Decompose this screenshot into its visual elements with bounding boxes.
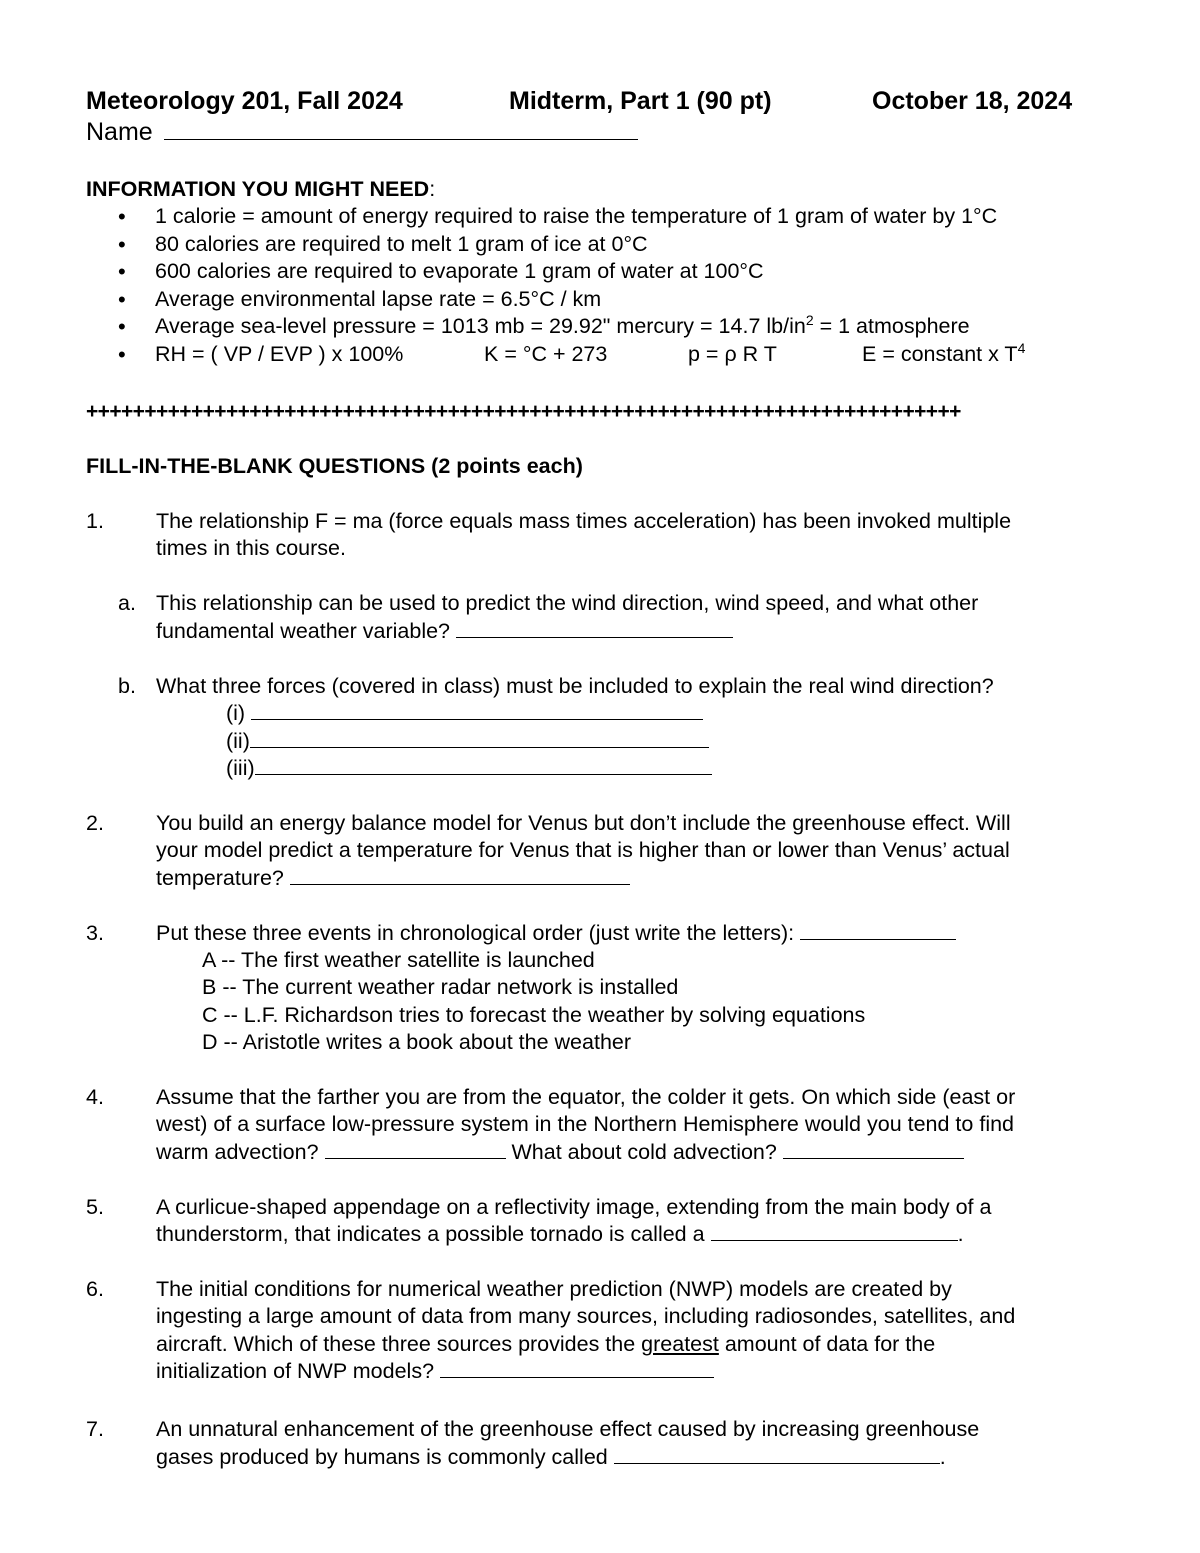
formula-rh: RH = ( VP / EVP ) x 100% [155, 341, 404, 366]
answer-line: (ii) [226, 728, 709, 756]
question-3-text: Put these three events in chronological order (just write the letters): [156, 920, 956, 948]
question-number: 6. [86, 1277, 104, 1301]
event-item: D -- Aristotle writes a book about the weather [202, 1030, 632, 1054]
question-1a-text: This relationship can be used to predict the wind direction, wind speed, and what other [156, 591, 979, 615]
info-item-formulas [118, 341, 1025, 369]
info-item: • 600 calories are required to evaporate 1 gram of water at 100°C [118, 258, 1025, 286]
separator-line: +++++++++++++++++++++++++++++++++++++++++++++++++++++++++++++++++++++++++++ [86, 400, 961, 423]
question-2-text: temperature? [156, 865, 630, 893]
question-number: 7. [86, 1417, 104, 1441]
subquestion-label: a. [118, 591, 136, 615]
answer-line: (i) [226, 700, 703, 728]
exam-title: Midterm, Part 1 (90 pt) [509, 87, 772, 115]
question-6-text: initialization of NWP models? [156, 1358, 714, 1386]
question-6-text: aircraft. Which of these three sources provides the greatest amount of data for the [156, 1332, 936, 1356]
exam-date: October 18, 2024 [872, 87, 1073, 115]
question-6-text: ingesting a large amount of data from many sources, including radiosondes, satellites, and [156, 1304, 1016, 1328]
info-list [118, 203, 1025, 368]
question-2-text: your model predict a temperature for Venus that is higher than or lower than Venus’ actual [156, 838, 1010, 862]
name-field [86, 117, 638, 147]
answer-blank[interactable] [440, 1358, 714, 1378]
answer-blank[interactable] [325, 1139, 506, 1159]
question-number: 3. [86, 921, 104, 945]
course-title: Meteorology 201, Fall 2024 [86, 87, 403, 115]
question-6-text: The initial conditions for numerical weather prediction (NWP) models are created by [156, 1277, 952, 1301]
question-number: 4. [86, 1085, 104, 1109]
question-2-text: You build an energy balance model for Venus but don’t include the greenhouse effect. Will [156, 811, 1011, 835]
emphasis-word: greatest [641, 1332, 719, 1356]
question-1-text: times in this course. [156, 536, 346, 560]
answer-blank[interactable] [250, 728, 709, 748]
answer-blank[interactable] [255, 755, 712, 775]
answer-line: (iii) [226, 755, 712, 783]
question-1b-text: What three forces (covered in class) must be included to explain the real wind direction? [156, 674, 994, 698]
answer-blank[interactable] [800, 920, 956, 940]
info-item: • Average environmental lapse rate = 6.5°C / km [118, 286, 1025, 314]
question-4-text: Assume that the farther you are from the equator, the colder it gets. On which side (east or [156, 1085, 1016, 1109]
subquestion-label: b. [118, 674, 136, 698]
answer-blank[interactable] [783, 1139, 964, 1159]
section-title: FILL-IN-THE-BLANK QUESTIONS (2 points each) [86, 454, 583, 478]
question-4-text: warm advection? What about cold advection? [156, 1139, 964, 1167]
question-1-text: The relationship F = ma (force equals mass times acceleration) has been invoked multiple [156, 509, 1012, 533]
answer-blank[interactable] [290, 865, 630, 885]
question-1a-text: fundamental weather variable? [156, 618, 733, 646]
question-5-text: thunderstorm, that indicates a possible tornado is called a . [156, 1222, 964, 1246]
formula-kelvin: K = °C + 273 [484, 341, 608, 366]
event-item: B -- The current weather radar network is installed [202, 975, 679, 999]
question-number: 2. [86, 811, 104, 835]
answer-blank[interactable] [711, 1221, 958, 1241]
formula-ideal-gas: p = ρ R T [688, 341, 777, 366]
event-item: C -- L.F. Richardson tries to forecast the weather by solving equations [202, 1003, 866, 1027]
answer-blank[interactable] [456, 618, 733, 638]
question-4-text: west) of a surface low-pressure system in the Northern Hemisphere would you tend to find [156, 1112, 1015, 1136]
info-item: • 1 calorie = amount of energy required to raise the temperature of 1 gram of water by 1°C [118, 203, 1025, 231]
formula-stefan-boltzmann: E = constant x $T^4$ [862, 339, 1026, 366]
info-item: • 80 calories are required to melt 1 gram of ice at 0°C [118, 231, 1025, 259]
question-7-text: An unnatural enhancement of the greenhouse effect caused by increasing greenhouse [156, 1417, 980, 1441]
question-number: 1. [86, 509, 104, 533]
info-item-pressure: • Average sea-level pressure = 1013 mb = 29.92" mercury = 14.7 $lb/in^2 = 1$ atmosphere [118, 313, 1025, 341]
answer-blank[interactable] [614, 1444, 940, 1464]
question-5-text: A curlicue-shaped appendage on a reflectivity image, extending from the main body of a [156, 1195, 992, 1219]
event-item: A -- The first weather satellite is launched [202, 948, 595, 972]
info-heading: INFORMATION YOU MIGHT NEED: [86, 177, 436, 201]
question-number: 5. [86, 1195, 104, 1219]
name-label: Name [86, 118, 153, 146]
question-7-text: gases produced by humans is commonly called . [156, 1445, 946, 1469]
answer-blank[interactable] [251, 700, 703, 720]
name-blank[interactable] [164, 120, 638, 140]
